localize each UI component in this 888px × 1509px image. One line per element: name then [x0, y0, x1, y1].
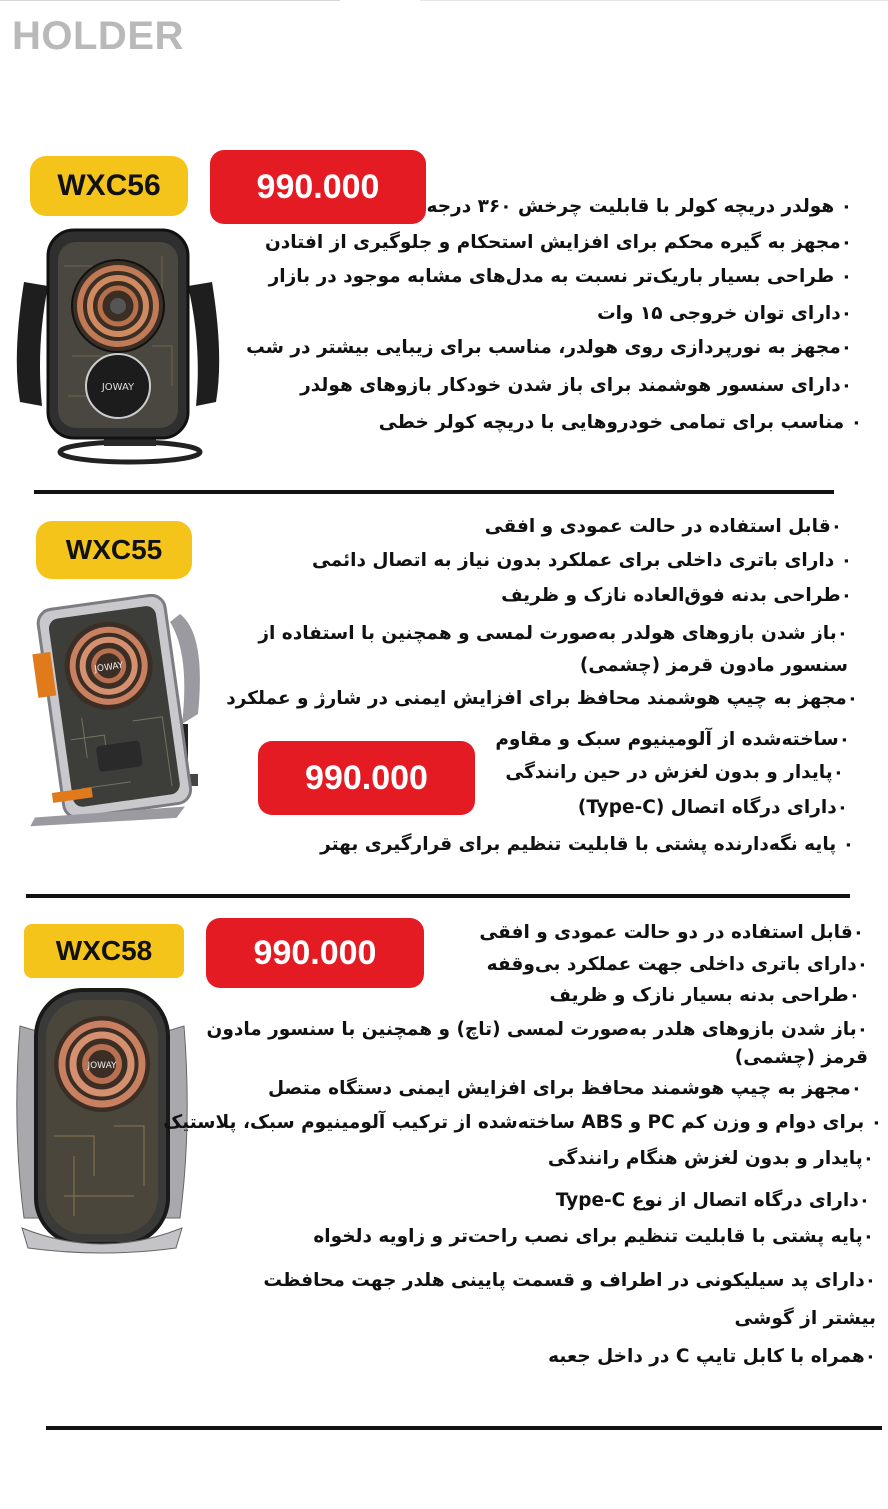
- feature-line: ٠ساخته‌شده از آلومینیوم سبک و مقاوم: [495, 729, 850, 750]
- feature-line: ٠قابل استفاده در حالت عمودی و افقی: [484, 516, 842, 537]
- bullet: ٠: [870, 1112, 882, 1133]
- page-title: HOLDER: [12, 14, 184, 58]
- bullet: ٠: [856, 954, 868, 975]
- feature-line: ٠طراحی بدنه فوق‌العاده نازک و ظریف: [501, 585, 852, 606]
- feature-line: ٠ هولدر دریچه کولر با قابلیت چرخش ۳۶۰ درجه: [426, 196, 852, 217]
- feature-line: ٠همراه با کابل تایپ C در داخل جعبه: [548, 1346, 876, 1367]
- bullet: ٠: [842, 834, 854, 855]
- bullet: ٠: [838, 729, 850, 750]
- feature-line: ٠ دارای باتری داخلی برای عملکرد بدون نیاز به اتصال دائمی: [312, 550, 852, 571]
- feature-line: ٠ پایه نگه‌دارنده پشتی با قابلیت تنظیم برای قرارگیری بهتر: [320, 834, 854, 855]
- top-rule: [420, 0, 888, 1]
- feature-line: ٠پایدار و بدون لغزش در حین رانندگی: [505, 762, 844, 783]
- feature-line: ٠مجهز به گیره محکم برای افزایش استحکام و جلوگیری از افتادن: [265, 232, 852, 253]
- feature-line: ٠دارای باتری داخلی جهت عملکرد بی‌وقفه: [486, 954, 868, 975]
- feature-line: ٠پایه پشتی با قابلیت تنظیم برای نصب راحت‌تر و زاویه دلخواه: [313, 1226, 874, 1247]
- feature-line: ٠باز شدن بازوهای هولدر به‌صورت لمسی و همچنین با استفاده از سنسور مادون قرمز (چشمی): [258, 623, 848, 676]
- section-divider: [26, 894, 850, 898]
- bullet: ٠: [864, 1270, 876, 1291]
- section-divider: [34, 490, 834, 494]
- svg-text:JOWAY: JOWAY: [101, 382, 135, 393]
- feature-line: ٠باز شدن بازوهای هلدر به‌صورت لمسی (تاچ) و همچنین با سنسور مادون قرمز (چشمی): [206, 1019, 868, 1068]
- price-badge: 990.000: [258, 741, 475, 815]
- feature-line: ٠ برای دوام و وزن کم PC و ABS ساخته‌شده از ترکیب آلومینیوم سبک، پلاستیک: [163, 1112, 882, 1133]
- bullet: ٠: [832, 762, 844, 783]
- bullet: ٠: [840, 337, 852, 358]
- svg-text:JOWAY: JOWAY: [93, 660, 125, 675]
- feature-line: ٠ طراحی بسیار باریک‌تر نسبت به مدل‌های مشابه موجود در بازار: [268, 266, 852, 287]
- model-badge: WXC55: [36, 521, 192, 579]
- feature-line: ٠مجهز به نورپردازی روی هولدر، مناسب برای زیبایی بیشتر در شب: [246, 337, 852, 358]
- bullet: ٠: [846, 688, 858, 709]
- section-divider: [46, 1426, 882, 1430]
- feature-line: ٠مجهز به چیپ هوشمند محافظ برای افزایش ایمنی در شارژ و عملکرد: [226, 688, 858, 709]
- bullet: ٠: [850, 412, 862, 433]
- bullet: ٠: [836, 623, 848, 644]
- price-badge: 990.000: [206, 918, 424, 988]
- feature-line: ٠دارای درگاه اتصال (Type-C): [577, 797, 848, 818]
- feature-line: ٠قابل استفاده در دو حالت عمودی و افقی: [479, 922, 864, 943]
- feature-line: ٠پایدار و بدون لغزش هنگام رانندگی: [547, 1148, 874, 1169]
- bullet: ٠: [848, 985, 860, 1006]
- bullet: ٠: [864, 1346, 876, 1367]
- svg-text:JOWAY: JOWAY: [87, 1061, 117, 1071]
- bullet: ٠: [840, 550, 852, 571]
- bullet: ٠: [856, 1019, 868, 1040]
- bullet: ٠: [830, 516, 842, 537]
- bullet: ٠: [836, 797, 848, 818]
- bullet: ٠: [840, 375, 852, 396]
- feature-line: ٠دارای پد سیلیکونی در اطراف و قسمت پایینی هلدر جهت محافظت بیشتر از گوشی: [263, 1270, 876, 1329]
- bullet: ٠: [840, 585, 852, 606]
- model-badge: WXC56: [30, 156, 188, 216]
- feature-line: ٠مجهز به چیپ هوشمند محافظ برای افزایش ایمنی دستگاه متصل: [267, 1078, 862, 1099]
- model-badge: WXC58: [24, 924, 184, 978]
- feature-line: ٠طراحی بدنه بسیار نازک و ظریف: [549, 985, 860, 1006]
- top-rule: [0, 0, 340, 1]
- bullet: ٠: [858, 1190, 870, 1211]
- bullet: ٠: [840, 266, 852, 287]
- feature-line: ٠ مناسب برای تمامی خودروهایی با دریچه کولر خطی: [378, 412, 862, 433]
- bullet: ٠: [850, 1078, 862, 1099]
- bullet: ٠: [862, 1148, 874, 1169]
- bullet: ٠: [840, 196, 852, 217]
- bullet: ٠: [840, 232, 852, 253]
- bullet: ٠: [852, 922, 864, 943]
- product-image-wxc56: [12, 226, 222, 468]
- bullet: ٠: [840, 303, 852, 324]
- bullet: ٠: [862, 1226, 874, 1247]
- price-badge: 990.000: [210, 150, 426, 224]
- feature-line: ٠دارای درگاه اتصال از نوع Type-C: [555, 1190, 870, 1211]
- feature-line: ٠دارای توان خروجی ۱۵ وات: [597, 303, 852, 324]
- feature-line: ٠دارای سنسور هوشمند برای باز شدن خودکار بازوهای هولدر: [300, 375, 852, 396]
- product-image-wxc55: [10, 594, 210, 828]
